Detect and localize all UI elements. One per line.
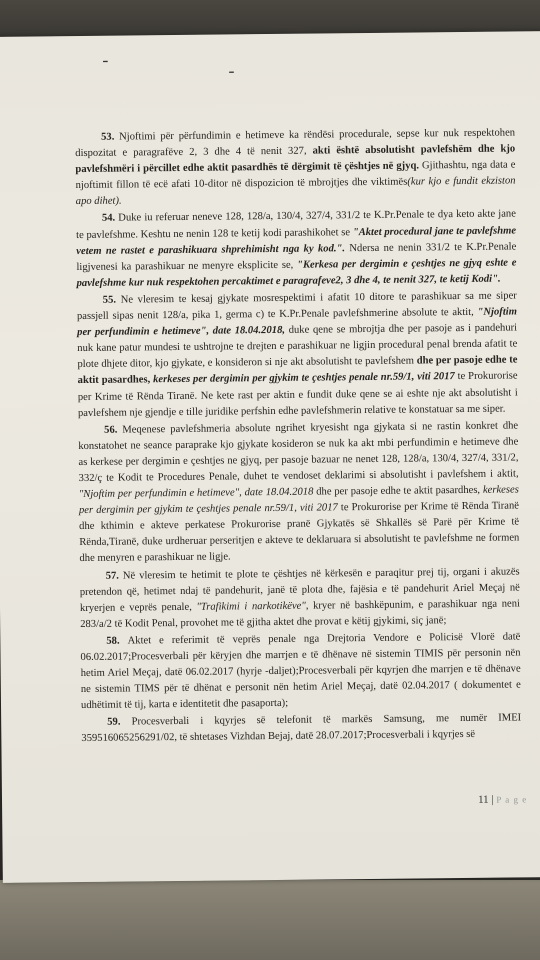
- text-run: , kryer në bashkëpunim, e parashikuar nga neni 283/a/2 të Kodit Penal, provohet me të gjitha aktet dhe provat e këtij gjykimi, siç janë;: [80, 598, 521, 630]
- ink-mark: -: [102, 49, 109, 70]
- text-run: 57.: [105, 570, 123, 582]
- text-run: Aktet e referimit të veprës penale nga Drejtoria Vendore e Policisë Vlorë datë 06.02.2017;Procesverbali për këryjen dhe marrjen e të dhënave në sistemin TIMIS për personin nën hetim Ariel Meçaj, datë 06.02.2017 (hyrje -daljet);Procesverbali për kqyrjen dhe marrjen e të dhënave ne sistemin TIMS për të dhënat e personit nën hetim Ariel Meçaj, datë 02.04.2017 ( dokumentet e udhëtimit të tij, karta e identitetit dhe pasaporta);: [80, 631, 521, 712]
- text-run: "Njoftim per perfundimin e hetimeve", date 18.04.2018,: [77, 306, 517, 339]
- text-run: Duke iu referuar neneve 128, 128/a, 130/4, 327/4, 331/2 te K.Pr.Penale te dya keto akte jane te pavlefshme. Keshtu ne nenin 128 te ketij kodi parashikohet se: [76, 208, 516, 241]
- paragraph-59: [81, 711, 521, 748]
- paragraph-58: [80, 629, 521, 714]
- text-run: dhe per pasoje edhe te aktit pasardhes,: [313, 484, 483, 498]
- text-run: dhe per pasoje edhe te aktit pasardhes,: [77, 354, 518, 387]
- text-run: kerkeses per dergimin per gjykim te çeshtjes penale nr.59/1, viti 2017: [78, 484, 519, 517]
- paragraph-53: [75, 125, 516, 210]
- text-run: 54.: [101, 213, 119, 225]
- text-run: "Kerkesa per dergimin e çeshtjes ne gjyq eshte e pavlefshme kur nuk respektohen percaktimet e paragrafeve2, 3 dhe 4, te nenit 327, te ketij Kodi".: [76, 257, 517, 289]
- page-footer: [478, 793, 527, 806]
- text-run: "Njoftim per perfundimin e hetimeve", date 18.04.2018: [78, 486, 314, 501]
- text-run: (kur kjo e fundit ekziston apo dihet).: [75, 175, 516, 208]
- text-run: te Prokurorise per Krime të Rënda Tiranë. Ne kete rast per aktin e fundit duke qene se ai eshte nje akt absolutisht i pavlefshem nje gjendje e tille juridike perfshin edhe pavlefshmerin relative te konstatuar sa me siper.: [77, 370, 518, 419]
- paragraph-55: [77, 288, 518, 421]
- page-separator: |: [491, 793, 494, 806]
- paragraph-54: [76, 207, 517, 292]
- background-surface: [0, 880, 540, 960]
- text-run: Njoftimi për përfundimin e hetimeve ka rëndësi procedurale, sepse kur nuk respektohen dispozitat e paragrafëve 2, 3 dhe 4 të nenit 327,: [75, 127, 516, 160]
- text-run: 55.: [102, 294, 121, 306]
- text-run: akti është absolutisht pavlefshëm dhe kjo pavlefshmëri i përcillet edhe aktit pasardhës të dërgimit të çështjes në gjyq.: [75, 143, 516, 176]
- document-page: [0, 31, 540, 883]
- text-run: "Trafikimi i narkotikëve": [196, 600, 306, 613]
- text-run: Gjithashtu, nga data e njoftimit fillon të ecë afati 10-ditor në dispozicion të mbrojtjes dhe viktimës: [75, 159, 516, 192]
- text-run: Procesverbali i kqyrjes së telefonit të markës Samsung, me numër IMEI 359516065256291/02, të shtetases Vizhdan Bejaj, datë 28.07.2017;Procesverbali i kqyrjes së: [81, 712, 522, 745]
- text-run: kerkeses per dergimin per gjykim te çeshtjes penale nr.59/1, viti 2017: [153, 371, 455, 386]
- text-run: "Aktet procedural jane te pavlefshme vetem ne rastet e parashikuara shprehimisht nga ky kod.".: [76, 224, 517, 257]
- page-label: P a g e: [496, 794, 528, 805]
- text-run: 56.: [104, 424, 123, 436]
- text-run: te Prokurorise per Krime të Rënda Tiranë dhe kthimin e akteve perkatese Prokurorise pranë Gjykatës së Shkallës së Parë për Krime të Rënda,Tiranë, duke urdheruar perseritjen e akteve te deklaruara si absolutisht te pavlefshme ne formen dhe menyren e parashikuar ne ligje.: [79, 500, 520, 565]
- paragraph-56: [78, 418, 519, 567]
- text-run: Meqenese pavlefshmeria absolute ngrihet kryesisht nga gjykata si ne rastin konkret dhe konstatohet ne seance paraprake kjo gjykate kosideron se nuk ka akt mbi perfundimin e hetimeve dhe as kerkese per dergimin e çeshtjes ne gjyq, per pasoje bazuar ne nenet 128, 128/a, 130/4, 327/4, 331/2, 332/ç te Kodit te Procedures Penale, duhet te vendoset deklarimi si absolutisht i pavlefshem i aktit,: [78, 420, 519, 484]
- document-body: [75, 125, 521, 747]
- text-run: duke qene se mbrojtja dhe per pasoje as i pandehuri nuk kane patur mundesi te ushtrojne te drejten e parashikuar ne ligjin procedural penal brenda afatit te plote dhjete ditor, kjo gjykate, e konsideron si nje akt absolutisht te pavlefshem: [77, 322, 518, 371]
- text-run: Ndersa ne nenin 331/2 te K.Pr.Penale ligjvenesi ka parashikuar ne menyre eksplicite se,: [76, 241, 517, 273]
- paragraph-57: [80, 564, 521, 633]
- text-run: 58.: [106, 635, 128, 647]
- text-run: 53.: [101, 131, 120, 143]
- ink-mark: -: [228, 60, 235, 81]
- page-number: 11: [477, 793, 489, 806]
- text-run: Në vleresim te hetimit te plote te çështjes në kërkesën e paraqitur prej tij, organi i akuzës pretendon që, hetimet ndaj të pandehurit, janë të plota dhe, fajësia e të pandehurit Ariel Meçaj në kryerjen e veprës penale,: [79, 565, 520, 614]
- text-run: 59.: [107, 716, 132, 729]
- text-run: Ne vleresim te kesaj gjykate mosrespektimi i afatit 10 ditore te parashikuar sa me siper passjell sipas nenit 128/a, pika 1, germa c) te K.Pr.Penale pavlefshmerine absolute te aktit,: [76, 290, 517, 323]
